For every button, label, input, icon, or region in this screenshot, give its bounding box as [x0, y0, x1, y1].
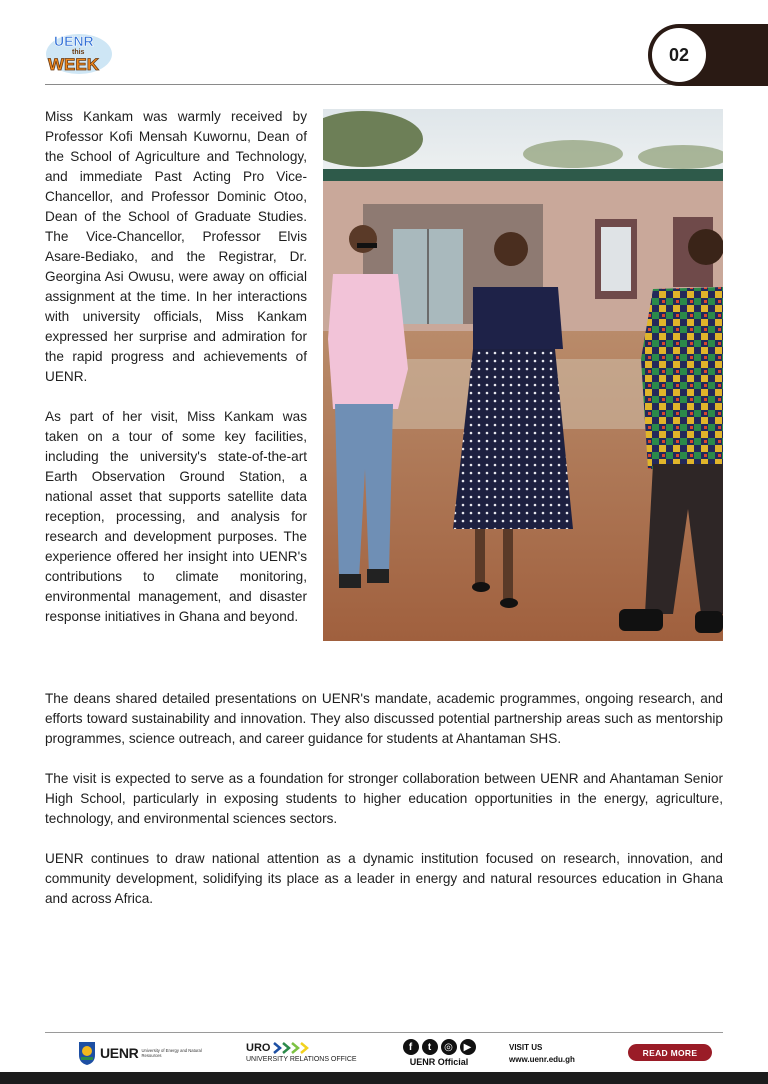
visit-photo [323, 109, 723, 641]
footer-divider [45, 1032, 723, 1033]
svg-text:UENR: UENR [54, 33, 94, 49]
uenr-this-week-logo [44, 30, 114, 76]
social-handle: UENR Official [409, 1057, 469, 1067]
social-media [399, 1039, 479, 1067]
read-more-button[interactable]: READ MORE [628, 1044, 712, 1061]
visit-label: VISIT US [509, 1043, 543, 1052]
uro-name: URO [246, 1042, 271, 1054]
full-width-text [45, 689, 723, 929]
bottom-bar [0, 1072, 768, 1084]
svg-text:WEEK: WEEK [48, 55, 99, 74]
twitter-icon[interactable]: t [422, 1039, 438, 1055]
column-text [45, 107, 307, 647]
uenr-crest-icon [77, 1040, 97, 1066]
uro-full-name: UNIVERSITY RELATIONS OFFICE [246, 1056, 357, 1063]
paragraph-national-attention: UENR continues to draw national attention as a dynamic institution focused on research, innovation, and community development, solidifying its place as a leader in energy and natural resources education in Ghana and across Africa. [45, 851, 723, 906]
instagram-icon[interactable]: ◎ [441, 1039, 457, 1055]
website-link[interactable]: www.uenr.edu.gh [509, 1055, 575, 1064]
header-divider [45, 84, 672, 85]
uro-footer-logo[interactable] [246, 1042, 357, 1063]
paragraph-reception: Miss Kankam was warmly received by Professor Kofi Mensah Kuwornu, Dean of the School of Agriculture and Technology, and immediate Past Acting Pro Vice-Chancellor, and Professor Dominic Otoo, Dean of the School of Graduate Studies. The Vice-Chancellor, Professor Elvis Asare-Bediako, and the Registrar, Dr. Georgina Asi Owusu, were away on official assignment at the time. In her interactions with university officials, Miss Kankam expressed her surprise and admiration for the rapid progress and achievements of UENR. [45, 109, 307, 384]
youtube-icon[interactable]: ▶ [460, 1039, 476, 1055]
facebook-icon[interactable]: f [403, 1039, 419, 1055]
svg-text:this: this [72, 49, 85, 56]
uenr-full-name: University of Energy and Natural Resources [141, 1048, 202, 1058]
chevrons-icon [272, 1042, 312, 1054]
page-number: 02 [652, 28, 706, 82]
paragraph-presentations: The deans shared detailed presentations on UENR's mandate, academic programmes, ongoing research, and efforts toward sustainability and innovation. They also discussed potential partnership areas such as mentorship programmes, science outreach, and career guidance for students at Ahantaman SHS. [45, 691, 723, 746]
uenr-footer-logo[interactable] [77, 1040, 203, 1066]
paragraph-collaboration: The visit is expected to serve as a foundation for stronger collaboration between UENR and Ahantaman Senior High School, particularly in exposing students to higher education opportunities in the energy, agriculture, technology, and environmental sciences sectors. [45, 771, 723, 826]
visit-us [509, 1043, 575, 1064]
uenr-name: UENR [100, 1045, 139, 1061]
paragraph-tour: As part of her visit, Miss Kankam was taken on a tour of some key facilities, including the university's state-of-the-art Earth Observation Ground Station, a national asset that supports satellite data reception, processing, and analysis for research and development purposes. The experience offered her insight into UENR's contributions to climate monitoring, environmental management, and disaster response initiatives in Ghana and beyond. [45, 409, 307, 624]
footer [0, 1036, 768, 1072]
